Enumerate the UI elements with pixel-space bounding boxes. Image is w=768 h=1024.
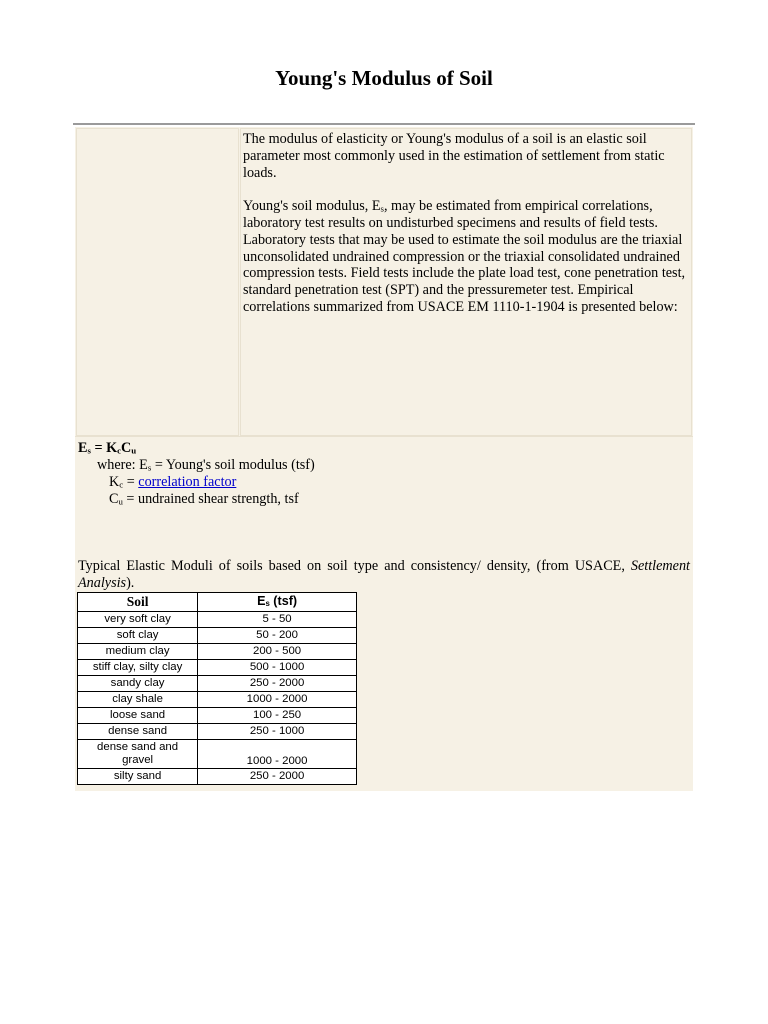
- table-row: [78, 628, 357, 644]
- soil-cell: soft clay: [78, 628, 198, 644]
- header-es: $E_s$ (tsf): [198, 593, 357, 612]
- soil-cell: clay shale: [78, 692, 198, 708]
- table-row: [78, 708, 357, 724]
- content-panel: [75, 127, 693, 791]
- intro-empty-cell: [76, 128, 239, 436]
- table-row: [78, 676, 357, 692]
- table-row: [78, 740, 357, 769]
- page-title: Young's Modulus of Soil: [275, 66, 493, 90]
- soil-cell: stiff clay, silty clay: [78, 660, 198, 676]
- title-divider: [73, 123, 695, 125]
- soil-cell: medium clay: [78, 644, 198, 660]
- soil-cell: loose sand: [78, 708, 198, 724]
- es-cell: 5 - 50: [198, 612, 357, 628]
- header-soil: Soil: [78, 593, 198, 612]
- table-row: [78, 692, 357, 708]
- es-cell: 500 - 1000: [198, 660, 357, 676]
- soil-cell: sandy clay: [78, 676, 198, 692]
- table-row: [78, 724, 357, 740]
- formula-where-es: where: $E_s$ = Young's soil modulus (tsf): [97, 457, 315, 473]
- es-cell: 1000 - 2000: [198, 692, 357, 708]
- es-cell: 200 - 500: [198, 644, 357, 660]
- es-cell: 100 - 250: [198, 708, 357, 724]
- correlation-factor-link[interactable]: correlation factor: [138, 474, 237, 490]
- formula-where-cu: $C_u$ = undrained shear strength, tsf: [109, 491, 299, 507]
- intro-text: [243, 131, 689, 333]
- es-cell: 250 - 2000: [198, 769, 357, 785]
- soil-cell: dense sand: [78, 724, 198, 740]
- elastic-moduli-table: [77, 592, 357, 785]
- es-cell: 250 - 1000: [198, 724, 357, 740]
- soil-cell: very soft clay: [78, 612, 198, 628]
- table-header-row: [78, 593, 357, 612]
- table-body: [78, 612, 357, 785]
- es-cell: 50 - 200: [198, 628, 357, 644]
- table-row: [78, 644, 357, 660]
- formula-equation: $E_s = K_cC_u$: [78, 440, 137, 456]
- intro-row: [75, 127, 693, 437]
- soil-cell: dense sand and gravel: [78, 740, 198, 769]
- table-row: [78, 612, 357, 628]
- es-cell: 250 - 2000: [198, 676, 357, 692]
- formula-block: [78, 440, 315, 508]
- es-cell: 1000 - 2000: [198, 740, 357, 769]
- table-row: [78, 660, 357, 676]
- soil-cell: silty sand: [78, 769, 198, 785]
- intro-paragraph-2: Young's soil modulus, $E_s$, may be estimated from empirical correlations, laboratory test results on undisturbed specimens and results of field tests. Laboratory tests that may be used to estimate the soil modulus are the triaxial unconsolidated undrained compression or the triaxial consolidated undrained compression tests. Field tests include the plate load test, cone penetration test, standard penetration test (SPT) and the pressuremeter test. Empirical correlations summarized from USACE EM 1110-1-1904 is presented below:: [243, 198, 686, 315]
- table-caption: Typical Elastic Moduli of soils based on soil type and consistency/ density, (from USACE, Settlement Analysis).: [78, 558, 690, 591]
- formula-where-kc: $K_c$ = correlation factor: [109, 474, 237, 490]
- intro-paragraph-1: The modulus of elasticity or Young's modulus of a soil is an elastic soil parameter most commonly used in the estimation of settlement from static loads.: [243, 131, 665, 181]
- table-row: [78, 769, 357, 785]
